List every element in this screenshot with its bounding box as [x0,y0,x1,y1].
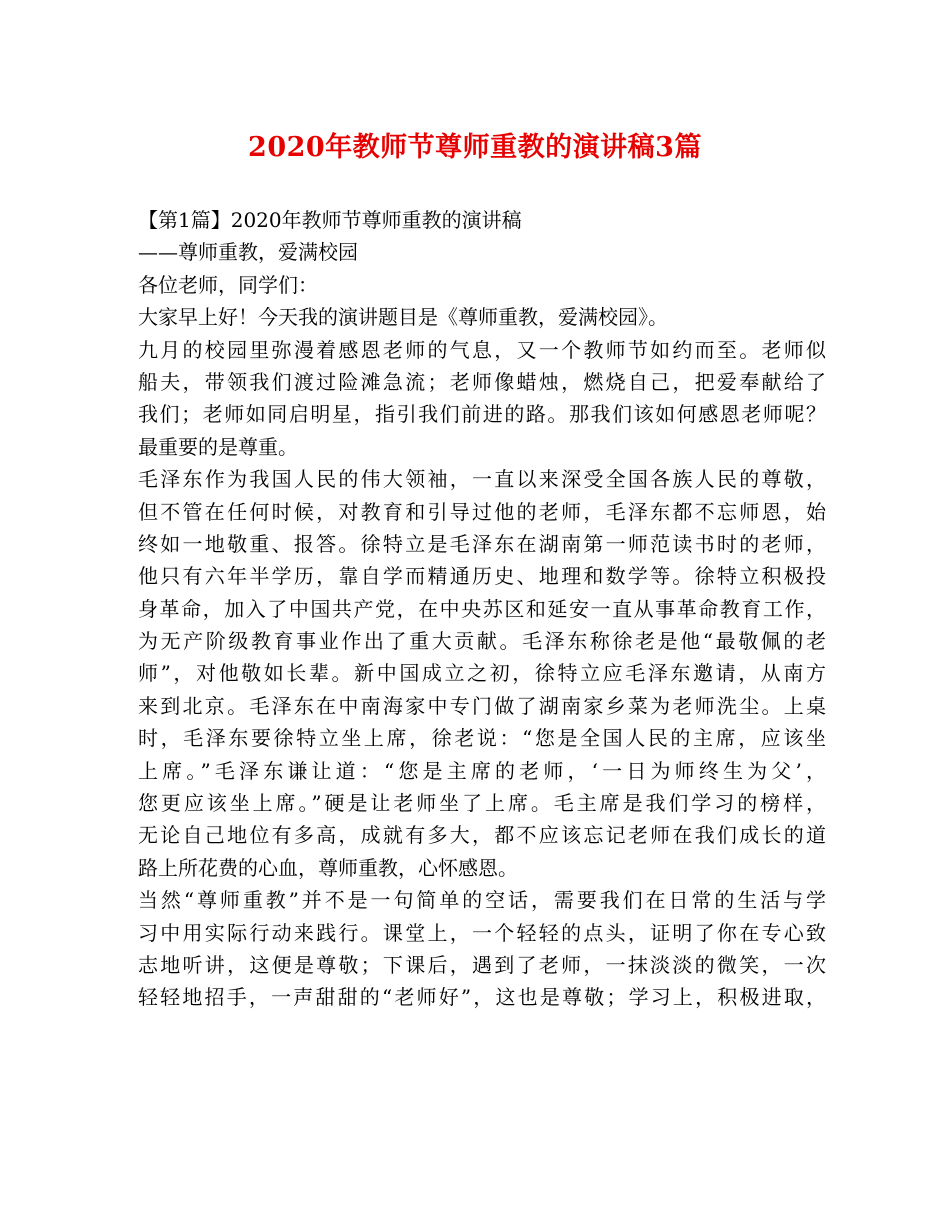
text-line: 最重要的是尊重。 [138,434,298,459]
text-line: 船夫，带领我们渡过险滩急流；老师像蜡烛，燃烧自己，把爱奉献给了 [138,369,826,394]
text-line: 【第1篇】2020年教师节尊师重教的演讲稿 [138,208,522,232]
text-line: 毛泽东作为我国人民的伟大领袖，一直以来深受全国各族人民的尊敬， [138,467,826,492]
text-line: 九月的校园里弥漫着感恩老师的气息，又一个教师节如约而至。老师似 [138,337,826,362]
text-line: 来到北京。毛泽东在中南海家中专门做了湖南家乡菜为老师洗尘。上桌 [138,693,826,718]
text-line: 您更应该坐上席。”硬是让老师坐了上席。毛主席是我们学习的榜样， [138,791,826,816]
text-line: ——尊师重教，爱满校园 [138,240,358,265]
text-line: 无论自己地位有多高，成就有多大，都不应该忘记老师在我们成长的道 [138,823,826,848]
text-line: 为无产阶级教育事业作出了重大贡献。毛泽东称徐老是他“最敬佩的老 [138,629,826,654]
text-line: 时，毛泽东要徐特立坐上席，徐老说：“您是全国人民的主席，应该坐 [138,726,826,751]
text-line: 当然“尊师重教”并不是一句简单的空话，需要我们在日常的生活与学 [138,888,826,913]
text-line: 终如一地敬重、报答。徐特立是毛泽东在湖南第一师范读书时的老师， [138,531,826,556]
document-body [138,204,826,1014]
text-line: 路上所花费的心血，尊师重教，心怀感恩。 [138,855,518,880]
text-line: 大家早上好！今天我的演讲题目是《尊师重教，爱满校园》。 [138,305,668,330]
document-title: 2020年教师节尊师重教的演讲稿3篇 [248,132,702,163]
text-line: 习中用实际行动来践行。课堂上，一个轻轻的点头，证明了你在专心致 [138,920,826,945]
text-line: 我们；老师如同启明星，指引我们前进的路。那我们该如何感恩老师呢？ [138,402,826,427]
text-line: 轻轻地招手，一声甜甜的“老师好”，这也是尊敬；学习上，积极进取， [138,985,826,1010]
text-line: 身革命，加入了中国共产党，在中央苏区和延安一直从事革命教育工作， [138,596,826,621]
text-line: 他只有六年半学历，靠自学而精通历史、地理和数学等。徐特立积极投 [138,564,826,589]
text-line: 师”，对他敬如长辈。新中国成立之初，徐特立应毛泽东邀请，从南方 [138,661,826,686]
text-line: 上席。”毛泽东谦让道：“您是主席的老师，‘一日为师终生为父’， [138,758,826,783]
text-line: 但不管在任何时候，对教育和引导过他的老师，毛泽东都不忘师恩，始 [138,499,826,524]
text-line: 志地听讲，这便是尊敬；下课后，遇到了老师，一抹淡淡的微笑，一次 [138,952,826,977]
text-line: 各位老师，同学们： [138,272,318,297]
